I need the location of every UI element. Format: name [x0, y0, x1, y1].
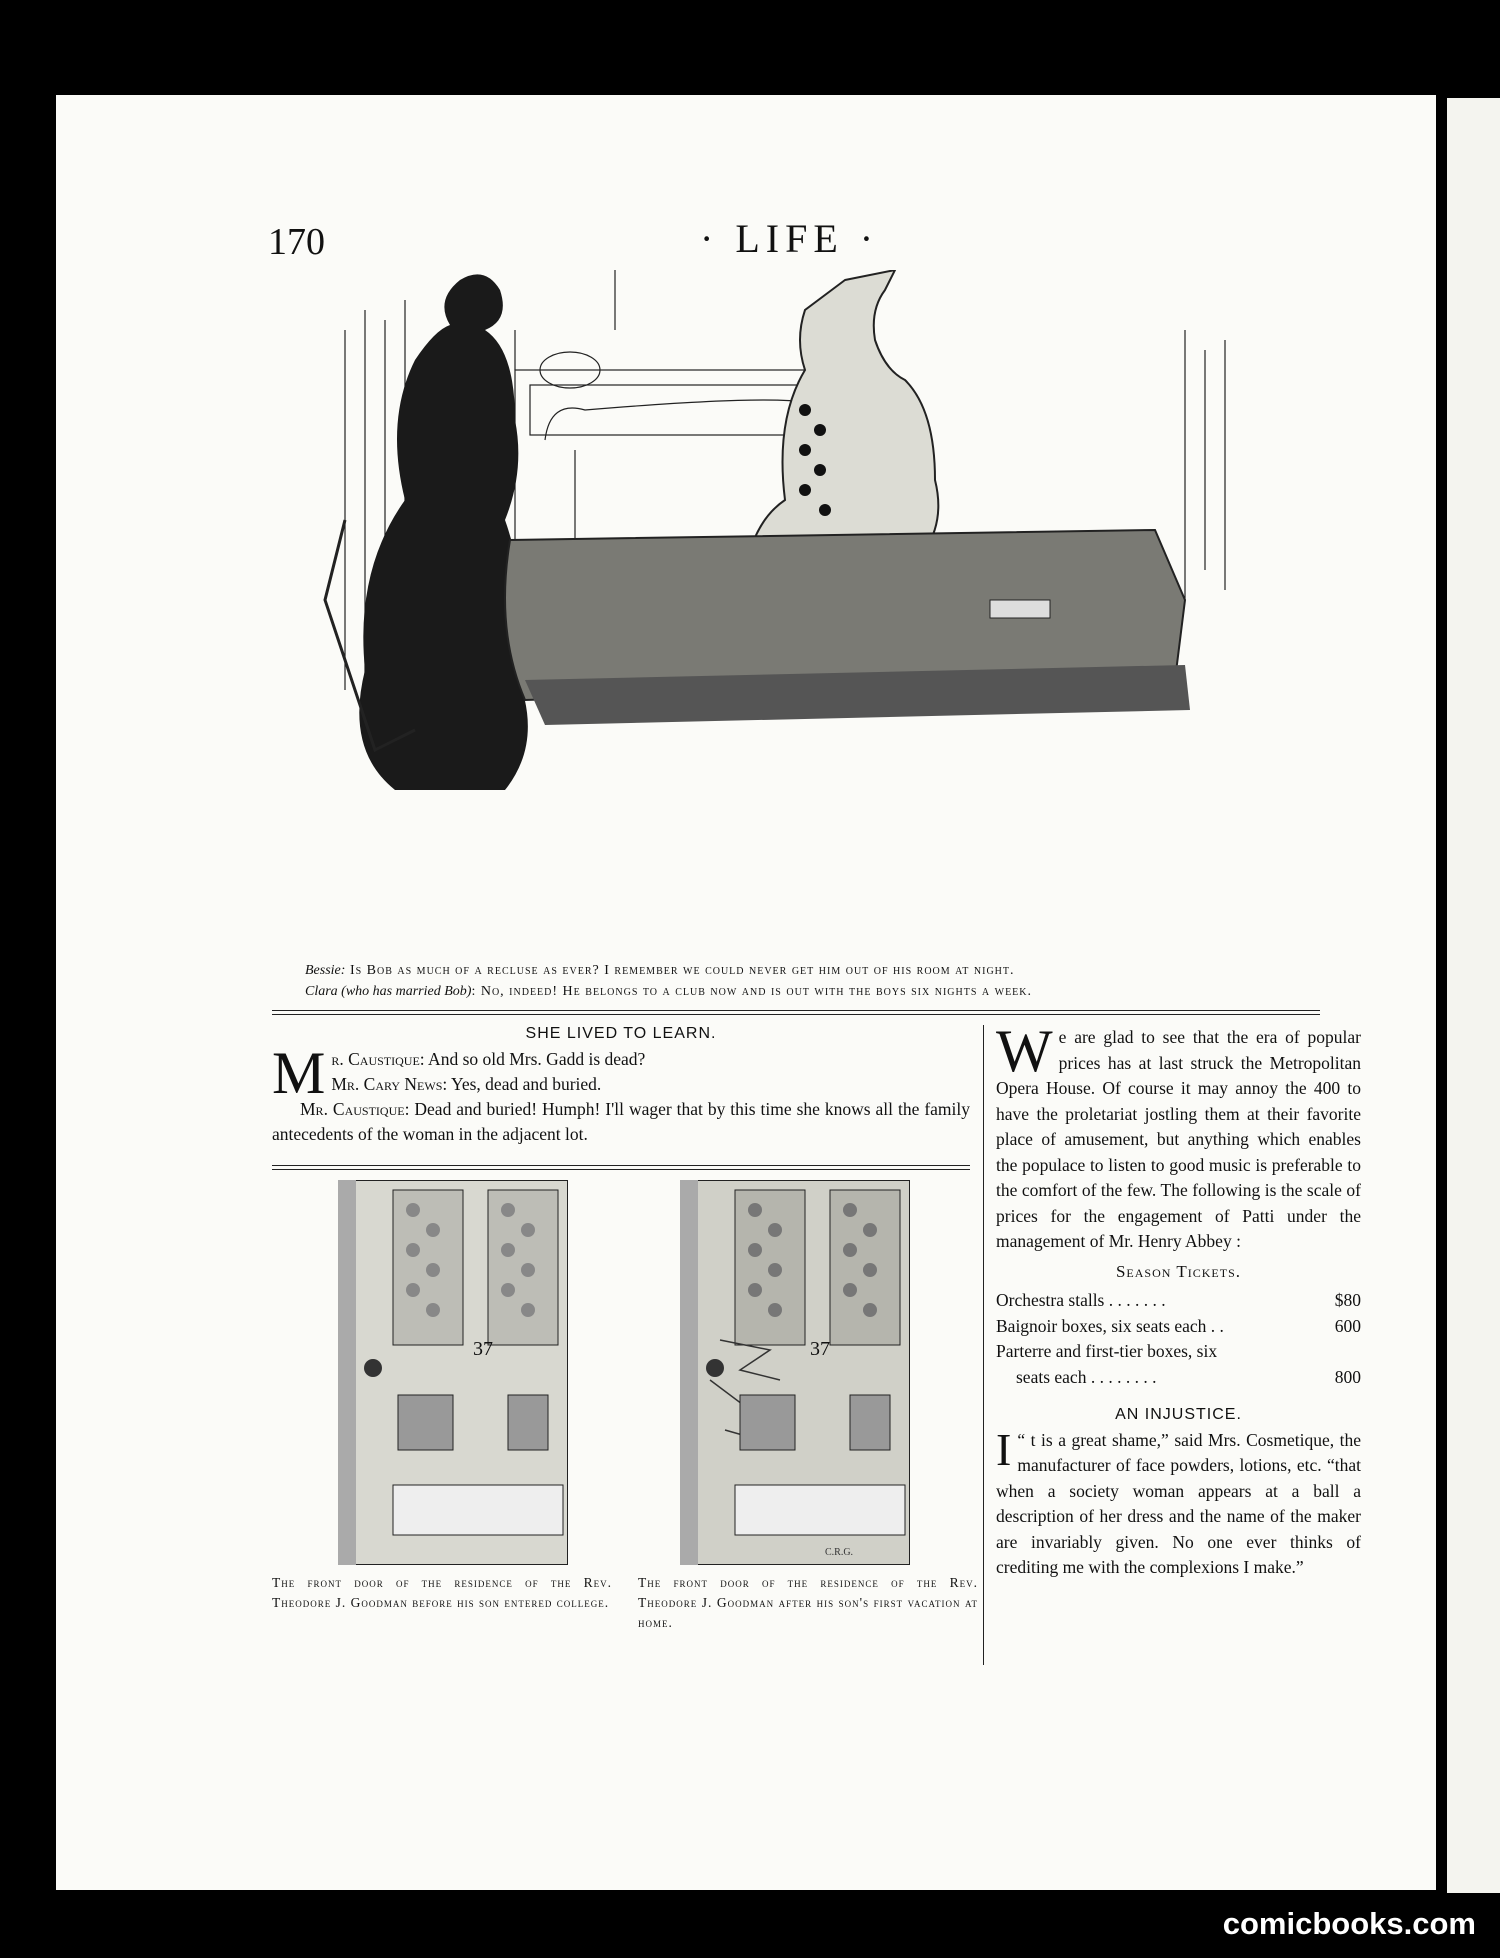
opera-article	[996, 1018, 1361, 1255]
door-before-caption: The front door of the residence of the Rev. Theodore J. Goodman before his son entered college.	[272, 1575, 612, 1610]
door-before-number: 37	[473, 1338, 493, 1360]
main-illustration	[285, 270, 1320, 950]
caption-line-2: : No, indeed! He belongs to a club now and is out with the boys six nights a week.	[471, 984, 1033, 999]
ticket-label: Baignoir boxes, six seats each . .	[996, 1315, 1224, 1336]
opera-body: e are glad to see that the era of popular prices has at last struck the Metropolitan Opera House. Of course it may annoy the 400 to have the proletariat jostling them at their favorite place of amusement, but anything which enables the populace to listen to good music is preferable to the comfort of the few. The following is the scale of prices for the engagement of Patti under the management of Mr. Henry Abbey :	[996, 1027, 1361, 1251]
she-lived-article	[272, 1025, 970, 1147]
she-lived-line-2: : Yes, dead and buried.	[442, 1074, 602, 1094]
artist-signature: C.R.G.	[825, 1547, 854, 1558]
speaker-caustique-2: Mr. Caustique	[300, 1099, 405, 1119]
injustice-quote-open: “	[1017, 1429, 1026, 1450]
she-lived-line-3: : Dead and buried! Humph! I'll wager that by this time she knows all the family antecedents of the woman in the adjacent lot.	[272, 1099, 971, 1144]
caption-speaker-clara: Clara (who has married Bob)	[305, 984, 472, 999]
ticket-label: seats each . . . . . . . .	[1016, 1366, 1157, 1387]
ticket-label: Orchestra stalls . . . . . . .	[996, 1290, 1166, 1310]
door-after-illustration	[680, 1180, 910, 1565]
speaker-caustique: r. Caustique	[331, 1049, 420, 1069]
door-after-number: 37	[810, 1338, 830, 1360]
divider-left	[272, 1165, 970, 1166]
she-lived-body	[272, 1040, 971, 1147]
page-number: 170	[268, 221, 325, 263]
ticket-price: 800	[1334, 1366, 1361, 1387]
column-separator	[983, 1025, 984, 1665]
ticket-label: Parterre and first-tier boxes, six	[996, 1341, 1218, 1361]
door-before-illustration	[338, 1180, 568, 1565]
she-lived-title: SHE LIVED TO LEARN.	[525, 1025, 717, 1042]
divider-top	[272, 1010, 1320, 1011]
clara-figure	[745, 270, 938, 570]
ticket-row	[996, 1314, 1361, 1340]
dropcap-m: M	[272, 1040, 326, 1106]
dropcap-i: I	[996, 1423, 1012, 1475]
door-after-caption: The front door of the residence of the Rev. Theodore J. Goodman after his son's first vacation at home.	[638, 1575, 978, 1630]
ticket-row	[996, 1288, 1361, 1314]
season-tickets-list	[996, 1288, 1361, 1390]
ticket-price: $80	[1334, 1290, 1361, 1310]
caption-speaker-bessie: Bessie:	[305, 963, 346, 978]
ticket-row	[996, 1365, 1361, 1391]
speaker-cary-news: Mr. Cary News	[331, 1074, 443, 1094]
illustration-caption	[305, 960, 1325, 1002]
caption-line-1: Is Bob as much of a recluse as ever? I remember we could never get him out of his room at night.	[349, 963, 1015, 978]
injustice-article	[996, 1423, 1361, 1581]
divider-left-double	[272, 1169, 970, 1170]
injustice-title: AN INJUSTICE.	[1115, 1406, 1242, 1423]
masthead: · LIFE ·	[700, 216, 880, 261]
ticket-price: 600	[1334, 1315, 1361, 1336]
ticket-row	[996, 1339, 1361, 1365]
injustice-body: t is a great shame,” said Mrs. Cosmetique, the manufacturer of face powders, lotions, etc. “that when a society woman appears at a ball a description of her dress and the name of the maker are invariably given. No one ever thinks of crediting me with the complexions I make.”	[996, 1429, 1361, 1577]
season-tickets-title: Season Tickets.	[1115, 1261, 1242, 1281]
facing-page-edge	[1447, 98, 1500, 1893]
right-column	[996, 1018, 1361, 1581]
dropcap-w: W	[996, 1018, 1053, 1084]
divider-top-double	[272, 1014, 1320, 1015]
she-lived-line-1: : And so old Mrs. Gadd is dead?	[419, 1049, 646, 1069]
watermark: comicbooks.com	[1222, 1906, 1476, 1941]
